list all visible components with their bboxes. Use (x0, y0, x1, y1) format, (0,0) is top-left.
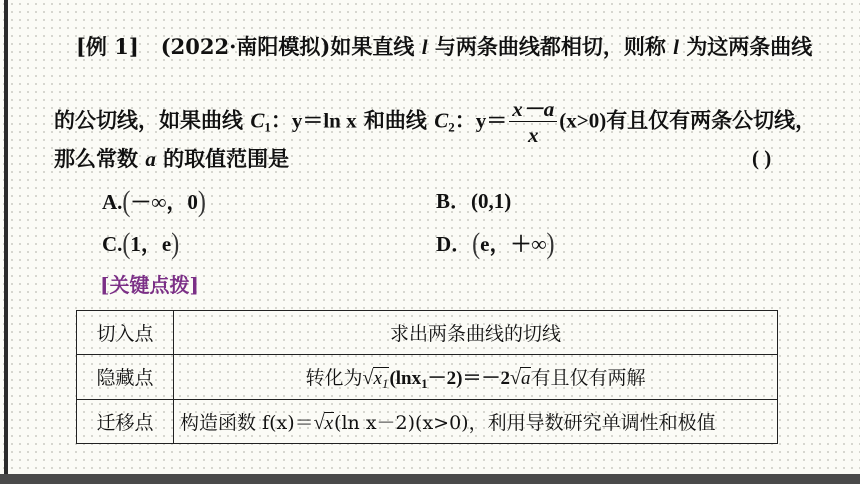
key-points-table (76, 310, 778, 444)
row-key: 隐藏点 (77, 355, 174, 399)
example-tag: [例 1] (76, 34, 139, 59)
option-c[interactable]: C.(1，e) (102, 227, 180, 261)
answer-blank: ( ) (752, 146, 772, 170)
row-value: 构造函数 f(x)＝√x(ln x－2)(x>0)，利用导数研究单调性和极值 (174, 399, 778, 443)
question-line-1: [例 1] (2022·南阳模拟)如果直线 l 与两条曲线都相切，则称 l 为这两条曲线 (76, 34, 813, 59)
fraction: $\frac{x-a}{x}$ (509, 98, 557, 146)
table-row (77, 311, 778, 355)
option-d[interactable]: D．(e，＋∞) (436, 227, 555, 261)
row-key: 迁移点 (77, 399, 174, 443)
sqrt-expression: √a (509, 367, 531, 390)
row-value: 转化为$√x_1(\ln x_1-2)=-2√a$有且仅有两解 (174, 355, 778, 399)
table-row (77, 399, 778, 443)
bottom-border (0, 474, 860, 484)
question-line-2: 的公切线，如果曲线 $C_1$：y＝ln x 和曲线 $C_2$：y＝ $\frac{x-a}{x}$ (x>0)有且仅有两条公切线， (54, 97, 817, 148)
option-a[interactable]: A.(－∞，0) (102, 185, 206, 219)
row-key: 切入点 (77, 311, 174, 355)
key-points-title: [关键点拨] (100, 273, 199, 297)
table-row (77, 355, 778, 399)
sqrt-expression: √x (313, 411, 334, 434)
sqrt-expression: $√x_1$ (362, 367, 389, 392)
row-value: 求出两条曲线的切线 (174, 311, 778, 355)
option-b[interactable]: B．(0,1) (436, 189, 512, 213)
question-line-3: 那么常数 a 的取值范围是 (54, 146, 290, 171)
left-border (4, 0, 8, 484)
example-source: (2022·南阳模拟) (160, 34, 331, 59)
